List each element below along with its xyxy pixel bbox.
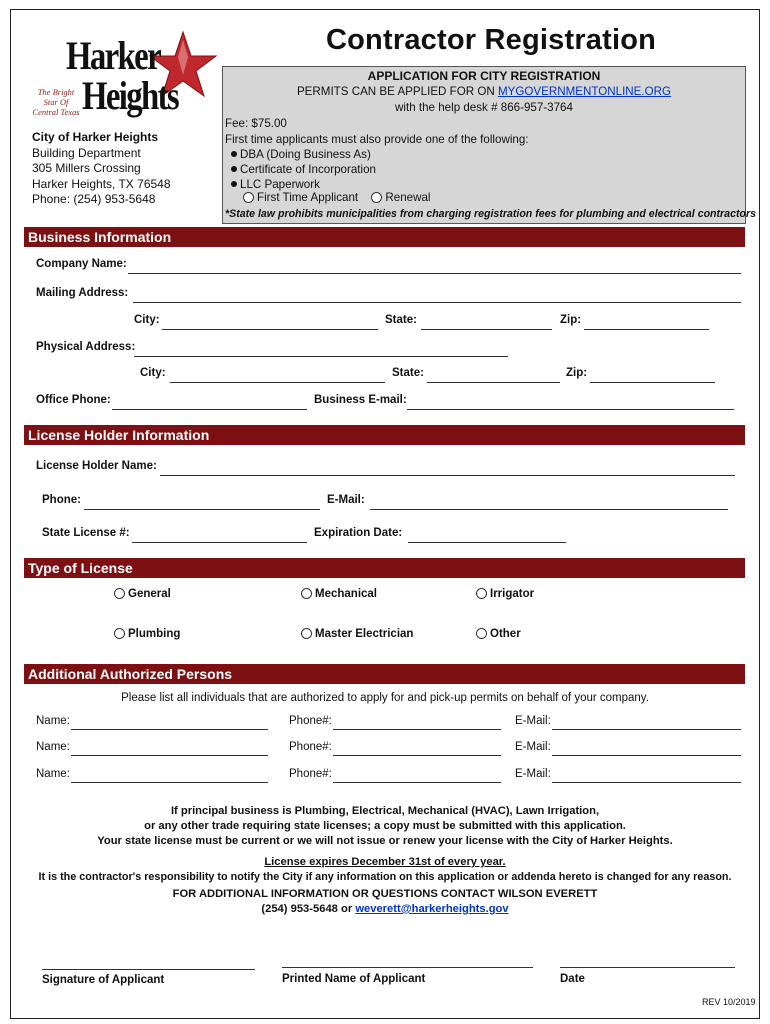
auth-name-field-1[interactable] <box>71 729 268 730</box>
company-name-field[interactable] <box>128 273 741 274</box>
contact-dept: Building Department <box>32 145 141 160</box>
logo-tagline: The Bright Star Of Central Texas <box>32 87 80 117</box>
bullet-icon <box>231 181 237 187</box>
auth-email-field-1[interactable] <box>552 729 741 730</box>
printed-name-label: Printed Name of Applicant <box>282 973 426 985</box>
mailing-state-label: State: <box>385 314 417 326</box>
footer-line-3: Your state license must be current or we will not issue or renew your license with the City of Harker Heights. <box>97 835 673 847</box>
bullet-item <box>231 148 371 161</box>
business-email-label: Business E-mail: <box>314 394 407 406</box>
mailing-city-field[interactable] <box>162 329 378 330</box>
state-license-label: State License #: <box>42 527 130 539</box>
section-business-info: Business Information <box>24 227 745 247</box>
license-option-label: General <box>128 588 171 600</box>
holder-phone-label: Phone: <box>42 494 81 506</box>
info-permits-line <box>223 85 745 98</box>
contact-phone: Phone: (254) 953-5648 <box>32 192 156 207</box>
responsibility-note: It is the contractor's responsibility to notify the City if any information on this application or addenda hereto is changed for any reason. <box>38 871 732 883</box>
physical-city-label: City: <box>140 367 166 379</box>
physical-state-field[interactable] <box>427 382 560 383</box>
contact-phone-email <box>0 903 770 915</box>
bullet-label: LLC Paperwork <box>240 178 320 191</box>
auth-name-label: Name: <box>36 715 70 727</box>
auth-name-label: Name: <box>36 768 70 780</box>
physical-zip-field[interactable] <box>590 382 715 383</box>
state-license-field[interactable] <box>132 542 307 543</box>
section-license-holder: License Holder Information <box>24 425 745 445</box>
contact-email-link[interactable]: weverett@harkerheights.gov <box>355 903 509 915</box>
physical-address-field[interactable] <box>134 356 508 357</box>
signature-label: Signature of Applicant <box>42 974 165 986</box>
section-license-type: Type of License <box>24 558 745 578</box>
section-authorized-persons: Additional Authorized Persons <box>24 664 745 684</box>
contact-block <box>32 130 171 208</box>
auth-phone-field-2[interactable] <box>333 755 501 756</box>
auth-phone-label: Phone#: <box>289 715 332 727</box>
radio-icon[interactable] <box>114 588 125 599</box>
auth-phone-field-3[interactable] <box>333 782 501 783</box>
auth-name-field-3[interactable] <box>71 782 268 783</box>
auth-email-label: E-Mail: <box>515 741 551 753</box>
footer-line-2: or any other trade requiring state licenses; a copy must be submitted with this application. <box>144 820 626 832</box>
license-option-plumbing[interactable] <box>114 628 180 640</box>
footer-line-1: If principal business is Plumbing, Electrical, Mechanical (HVAC), Lawn Irrigation, <box>170 805 600 817</box>
license-option-irrigator[interactable] <box>476 588 534 600</box>
bullet-label: Certificate of Incorporation <box>240 163 376 176</box>
info-box <box>222 66 756 224</box>
applicant-type-radios <box>243 191 431 204</box>
mygovernmentonline-link[interactable]: MYGOVERNMENTONLINE.ORG <box>497 85 672 98</box>
auth-email-field-3[interactable] <box>552 782 741 783</box>
license-option-label: Master Electrician <box>315 628 414 640</box>
holder-phone-field[interactable] <box>84 509 320 510</box>
logo-word-heights: Heights <box>82 73 179 118</box>
revision-note: REV 10/2019 <box>702 997 756 1007</box>
auth-phone-label: Phone#: <box>289 768 332 780</box>
bullet-item <box>231 163 376 176</box>
date-label: Date <box>560 973 585 985</box>
expiration-date-label: Expiration Date: <box>314 527 403 539</box>
license-option-label: Irrigator <box>490 588 535 600</box>
license-option-master-electrician[interactable] <box>301 628 413 640</box>
license-option-label: Plumbing <box>128 628 181 640</box>
logo-word-harker: Harker <box>66 33 160 78</box>
holder-email-field[interactable] <box>370 509 728 510</box>
mailing-address-label: Mailing Address: <box>36 287 129 299</box>
physical-address-label: Physical Address: <box>36 341 136 353</box>
contact-line: FOR ADDITIONAL INFORMATION OR QUESTIONS CONTACT WILSON EVERETT <box>172 888 598 900</box>
holder-email-label: E-Mail: <box>327 494 365 506</box>
auth-name-label: Name: <box>36 741 70 753</box>
city-logo <box>30 30 215 130</box>
auth-phone-label: Phone#: <box>289 741 332 753</box>
bullet-item <box>231 178 320 191</box>
info-permits-text: PERMITS CAN BE APPLIED FOR ON <box>296 85 498 98</box>
expiration-date-field[interactable] <box>408 542 566 543</box>
radio-icon[interactable] <box>476 588 487 599</box>
date-field[interactable] <box>560 967 735 968</box>
signature-field[interactable] <box>42 969 255 970</box>
fee-text: Fee: $75.00 <box>225 117 287 130</box>
physical-zip-label: Zip: <box>566 367 588 379</box>
auth-name-field-2[interactable] <box>71 755 268 756</box>
mailing-address-field[interactable] <box>133 302 741 303</box>
auth-email-label: E-Mail: <box>515 715 551 727</box>
license-option-label: Other <box>490 628 521 640</box>
license-expires-note: License expires December 31st of every year. <box>264 856 506 868</box>
mailing-zip-field[interactable] <box>584 329 709 330</box>
state-law-note: *State law prohibits municipalities from charging registration fees for plumbing and electrical contractors <box>225 208 756 220</box>
radio-icon[interactable] <box>301 628 312 639</box>
office-phone-field[interactable] <box>112 409 307 410</box>
license-option-label: Mechanical <box>315 588 377 600</box>
mailing-city-label: City: <box>134 314 160 326</box>
info-helpdesk: with the help desk # 866-957-3764 <box>395 101 573 114</box>
mailing-zip-label: Zip: <box>560 314 582 326</box>
license-option-other[interactable] <box>476 628 521 640</box>
auth-phone-field-1[interactable] <box>333 729 501 730</box>
page-title: Contractor Registration <box>326 24 657 56</box>
business-email-field[interactable] <box>407 409 734 410</box>
contact-org: City of Harker Heights <box>32 130 159 144</box>
authorized-instructions: Please list all individuals that are authorized to apply for and pick-up permits on behalf of your company. <box>121 692 649 704</box>
first-time-note: First time applicants must also provide one of the following: <box>225 133 529 146</box>
renewal-radio[interactable] <box>371 192 382 203</box>
first-time-radio[interactable] <box>243 192 254 203</box>
bullet-icon <box>231 151 237 157</box>
info-heading: APPLICATION FOR CITY REGISTRATION <box>367 69 601 83</box>
printed-name-field[interactable] <box>282 967 533 968</box>
radio-icon[interactable] <box>114 628 125 639</box>
license-option-general[interactable] <box>114 588 171 600</box>
radio-icon[interactable] <box>301 588 312 599</box>
office-phone-label: Office Phone: <box>36 394 111 406</box>
radio-icon[interactable] <box>476 628 487 639</box>
physical-city-field[interactable] <box>170 382 385 383</box>
mailing-state-field[interactable] <box>421 329 552 330</box>
contact-address1: 305 Millers Crossing <box>32 161 141 176</box>
first-time-label: First Time Applicant <box>257 191 359 204</box>
auth-email-field-2[interactable] <box>552 755 741 756</box>
license-holder-name-label: License Holder Name: <box>36 460 157 472</box>
license-holder-name-field[interactable] <box>160 475 735 476</box>
contact-phone: (254) 953-5648 or <box>261 903 356 915</box>
bullet-label: DBA (Doing Business As) <box>240 148 371 161</box>
bullet-icon <box>231 166 237 172</box>
auth-email-label: E-Mail: <box>515 768 551 780</box>
renewal-label: Renewal <box>385 191 431 204</box>
license-option-mechanical[interactable] <box>301 588 377 600</box>
company-name-label: Company Name: <box>36 258 127 270</box>
contact-address2: Harker Heights, TX 76548 <box>32 176 171 191</box>
physical-state-label: State: <box>392 367 424 379</box>
